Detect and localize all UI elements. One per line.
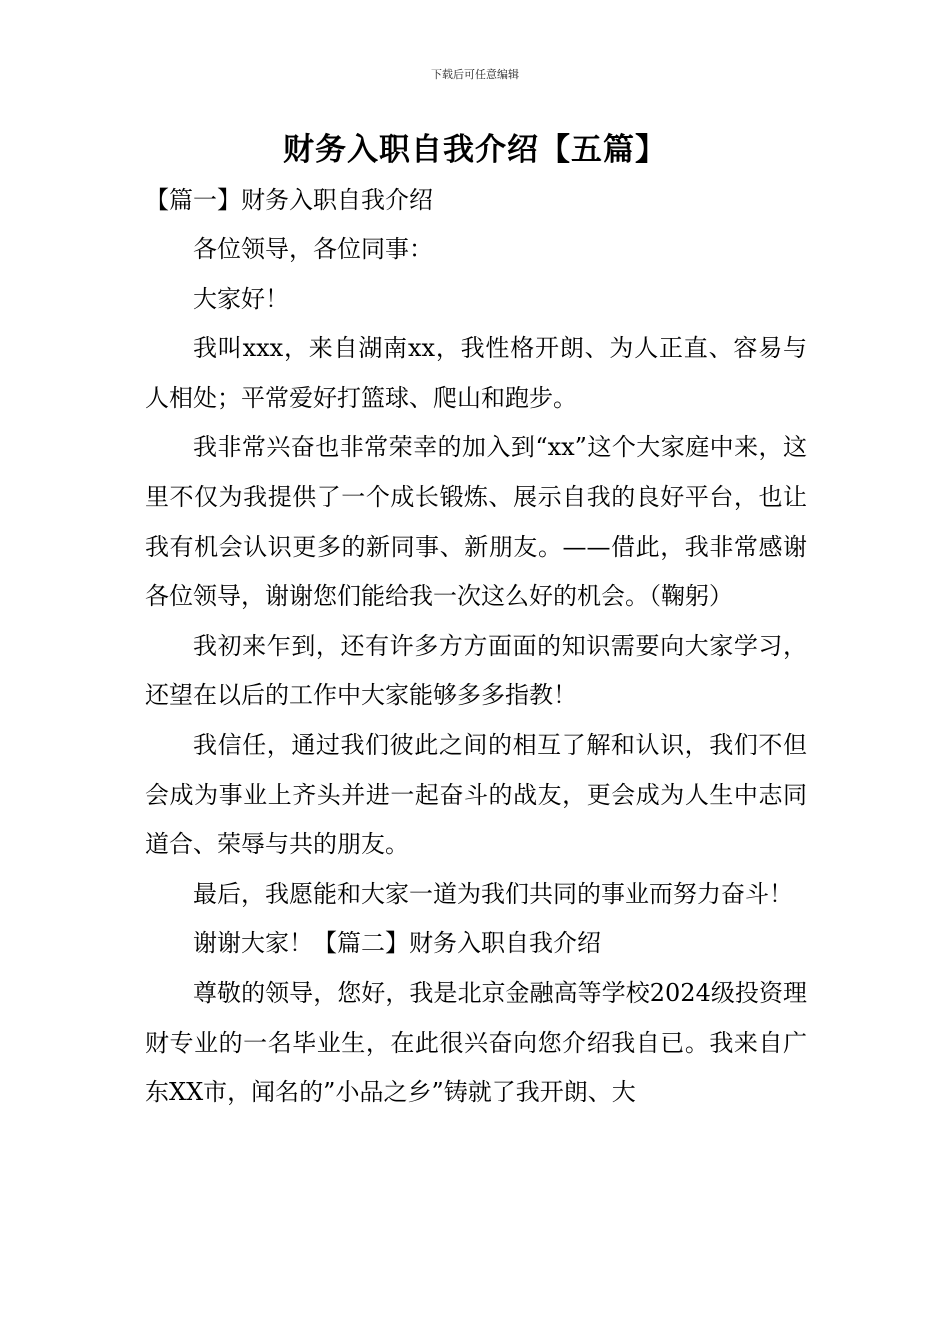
- paragraph-joining: 我非常兴奋也非常荣幸的加入到“xx”这个大家庭中来，这里不仅为我提供了一个成长锻炼、展示自我的良好平台，也让我有机会认识更多的新同事、新朋友。——借此，我非常感谢各位领导，谢谢您们能给我一次这么好的机会。（鞠躬）: [145, 433, 807, 611]
- document-title: 财务入职自我介绍【五篇】: [283, 132, 667, 168]
- paragraph-thanks-section2: 谢谢大家！【篇二】财务入职自我介绍: [193, 929, 601, 958]
- section-heading-1: 【篇一】财务入职自我介绍: [145, 186, 433, 214]
- paragraph-greeting: 各位领导，各位同事：: [193, 235, 433, 263]
- header-note: 下载后可任意编辑: [431, 68, 519, 81]
- document-body: [145, 175, 807, 1118]
- paragraph-trust: 我信任，通过我们彼此之间的相互了解和认识，我们不但会成为事业上齐头并进一起奋斗的战友，更会成为人生中志同道合、荣辱与共的朋友。: [145, 730, 807, 859]
- paragraph-learning: 我初来乍到，还有许多方方面面的知识需要向大家学习，还望在以后的工作中大家能够多多指教！: [145, 631, 807, 710]
- paragraph-section2-intro: 尊敬的领导，您好，我是北京金融高等学校2024级投资理财专业的一名毕业生，在此很兴奋向您介绍我自已。我来自广东XX市，闻名的”小品之乡”铸就了我开朗、大: [145, 978, 807, 1107]
- paragraph-hello: 大家好！: [193, 284, 289, 313]
- paragraph-self-intro: 我叫xxx，来自湖南xx，我性格开朗、为人正直、容易与人相处；平常爱好打篮球、爬山和跑步。: [145, 334, 807, 412]
- paragraph-closing: 最后，我愿能和大家一道为我们共同的事业而努力奋斗！: [193, 879, 793, 908]
